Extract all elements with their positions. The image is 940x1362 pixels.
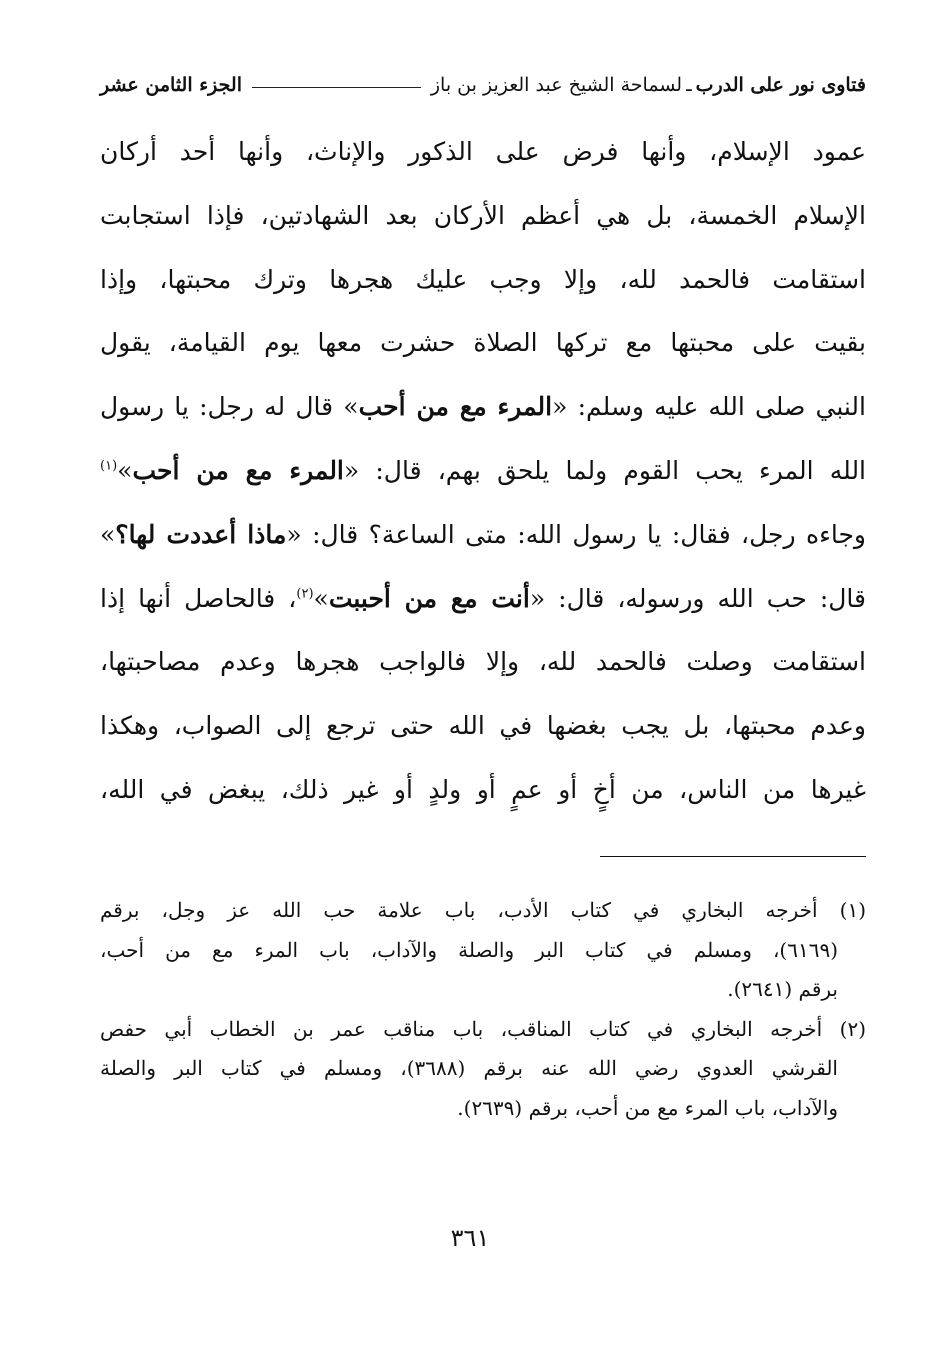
hadith-quote: ماذا أعددت لها؟ xyxy=(115,519,287,549)
text-line: غيرها من الناس، من أخٍ أو عمٍ أو ولدٍ أو غير ذلك، يبغض في الله، xyxy=(100,774,866,804)
book-title: فتاوى نور على الدرب xyxy=(695,74,866,96)
text-line xyxy=(100,439,866,503)
footnote-marker: (٢) xyxy=(296,586,314,602)
text-line xyxy=(100,503,866,567)
footnote-separator xyxy=(600,856,866,857)
footnote-1-line: (٦١٦٩)، ومسلم في كتاب البر والصلة والآداب، باب المرء مع من أحب، xyxy=(100,937,838,962)
text-segment: » xyxy=(313,583,329,613)
hadith-quote: المرء مع من أحب xyxy=(132,455,344,485)
footnote-2-line: القرشي العدوي رضي الله عنه برقم (٣٦٨٨)، ومسلم في كتاب البر والصلة xyxy=(100,1056,838,1080)
text-segment: قال: حب الله ورسوله، قال: « xyxy=(529,583,866,613)
text-line: عمود الإسلام، وأنها فرض على الذكور والإناث، وأنها أحد أركان xyxy=(100,137,866,166)
volume-part: الجزء الثامن عشر xyxy=(100,74,242,96)
text-segment: وجاءه رجل، فقال: يا رسول الله: متى الساعة؟ قال: « xyxy=(286,519,866,549)
text-segment: » xyxy=(117,455,133,485)
header-separator: ـ xyxy=(686,74,692,96)
header-rule xyxy=(252,86,421,88)
footnote-2-line: (٢) أخرجه البخاري في كتاب المناقب، باب مناقب عمر بن الخطاب أبي حفص xyxy=(100,1016,866,1041)
text-line xyxy=(100,567,866,631)
text-line: بقيت على محبتها مع تركها الصلاة حشرت معها يوم القيامة، يقول xyxy=(100,328,866,358)
author-name: لسماحة الشيخ عبد العزيز بن باز xyxy=(430,74,683,96)
footnote-2-line: والآداب، باب المرء مع من أحب، برقم (٢٦٣٩). xyxy=(457,1095,838,1120)
footnote-1-line: برقم (٢٦٤١). xyxy=(727,977,838,1001)
hadith-quote: أنت مع من أحببت xyxy=(328,583,530,613)
page-number: ٣٦١ xyxy=(450,1224,490,1252)
hadith-quote: المرء مع من أحب xyxy=(358,392,553,422)
footnote-marker: (١) xyxy=(100,458,118,474)
text-line: وعدم محبتها، بل يجب بغضها في الله حتى ترجع إلى الصواب، وهكذا xyxy=(100,711,866,741)
text-segment: » xyxy=(100,519,116,549)
text-segment: ، فالحاصل أنها إذا xyxy=(100,583,297,613)
text-line: استقامت وصلت فالحمد لله، وإلا فالواجب هجرها وعدم مصاحبتها، xyxy=(100,647,866,677)
text-line: الإسلام الخمسة، بل هي أعظم الأركان بعد الشهادتين، فإذا استجابت xyxy=(100,200,866,230)
text-segment: » قال له رجل: يا رسول xyxy=(100,392,359,422)
text-line xyxy=(100,375,866,439)
footnotes xyxy=(100,891,866,1128)
text-segment: النبي صلى الله عليه وسلم: « xyxy=(552,392,866,422)
text-line: استقامت فالحمد لله، وإلا وجب عليك هجرها وترك محبتها، وإذا xyxy=(100,264,866,294)
running-header xyxy=(100,62,866,96)
text-segment: الله المرء يحب القوم ولما يلحق بهم، قال: « xyxy=(343,455,867,485)
main-text xyxy=(100,120,866,822)
footnote-1-line: (١) أخرجه البخاري في كتاب الأدب، باب علامة حب الله عز وجل، برقم xyxy=(100,898,866,922)
